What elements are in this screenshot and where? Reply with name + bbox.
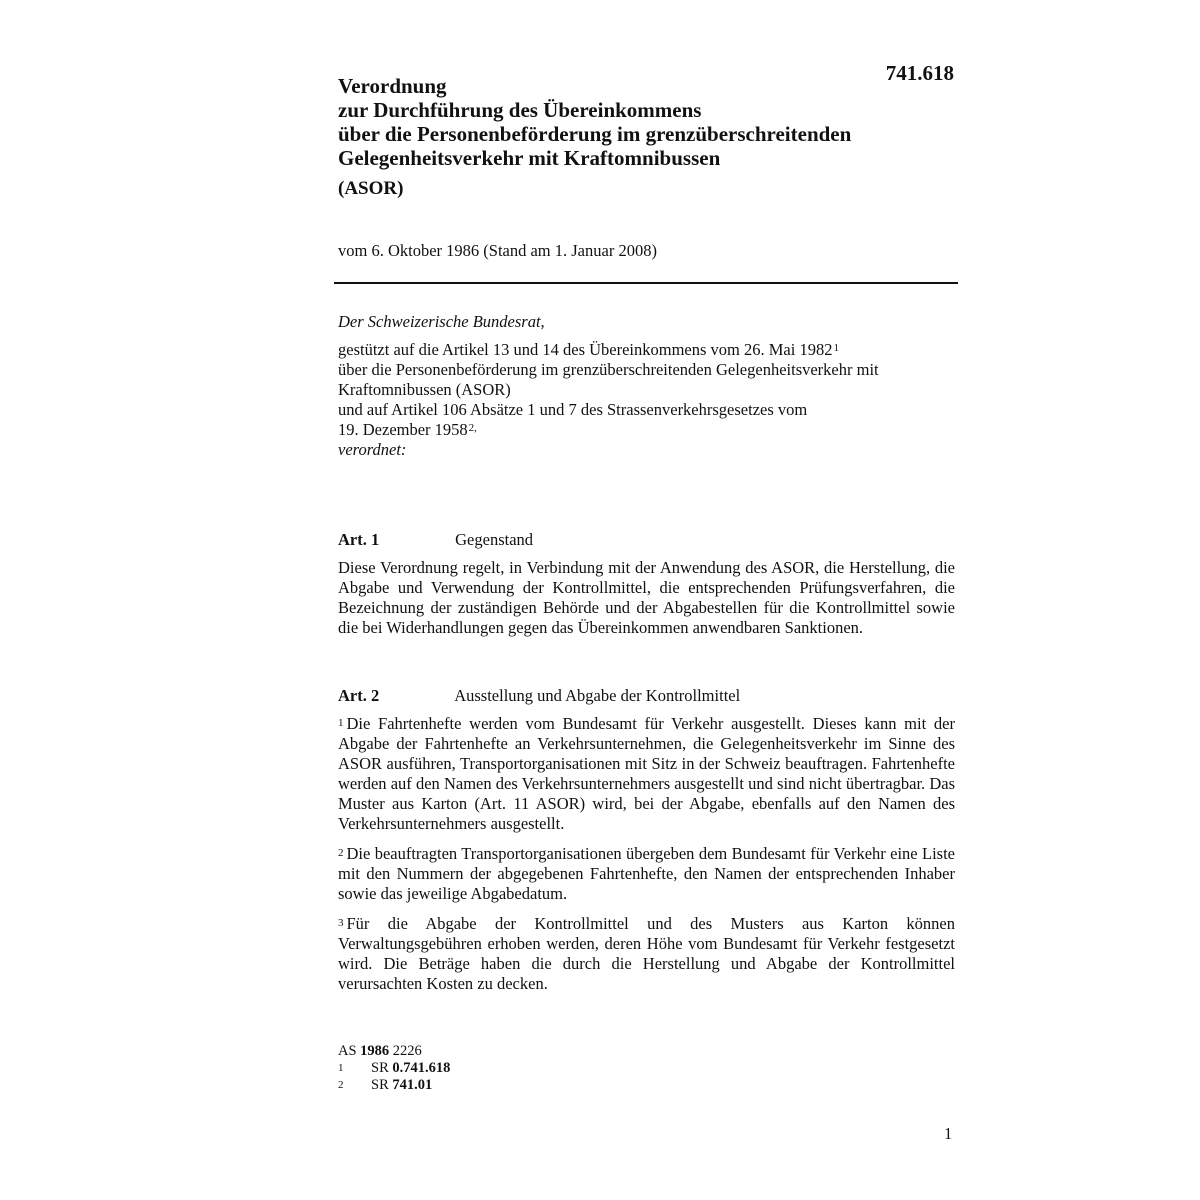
footnote-prefix: SR	[371, 1077, 389, 1093]
preamble-basis-line: über die Personenbeförderung im grenzüberschreitenden Gelegenheitsverkehr mit	[338, 360, 879, 379]
article-label: Art. 2	[338, 686, 380, 705]
title-line: über die Personenbeförderung im grenzüberschreitenden	[338, 122, 852, 146]
preamble-basis-line	[338, 420, 958, 440]
sr-number: 741.618	[885, 61, 954, 85]
footnotes	[338, 1043, 450, 1094]
article-paragraph: Diese Verordnung regelt, in Verbindung mit der Anwendung des ASOR, die Herstellung, die Abgabe und Verwendung der Kontrollmittel, die entsprechenden Prüfungsverfahren, die Bezeichnung der zuständigen Behörde und der Abgabestellen für die Kontrollmittel sowie die bei Widerhandlungen gegen das Übereinkommen anwendbaren Sanktionen.	[338, 558, 955, 637]
footnote-ref[interactable]: 1	[833, 342, 839, 354]
article-paragraph	[338, 714, 955, 834]
footnote-ref-number[interactable]: 0.741.618	[392, 1060, 451, 1076]
article-label: Art. 1	[338, 530, 380, 549]
preamble-basis-line: und auf Artikel 106 Absätze 1 und 7 des Strassenverkehrsgesetzes vom	[338, 400, 808, 419]
paragraph-text: Für die Abgabe der Kontrollmittel und des Musters aus Karton können Verwaltungsgebühren erhoben werden, deren Höhe vom Bundesamt für Verkehr festgesetzt wird. Die Beträge haben die durch die Herstellung und Abgabe der Kontrollmittel verursachten Kosten zu decken.	[338, 914, 955, 993]
as-prefix: AS	[338, 1043, 357, 1059]
title-line: zur Durchführung des Übereinkommens	[338, 98, 702, 122]
paragraph-text: Die Fahrtenhefte werden vom Bundesamt für Verkehr ausgestellt. Dieses kann mit der Abgabe der Fahrtenhefte an Verkehrsunternehmen, die Gelegenheitsverkehr im Sinne des ASOR ausführen, Transportorganisationen mit Sitz in der Schweiz beauftragen. Fahrtenhefte werden auf den Namen des Verkehrsunternehmers ausgestellt und sind nicht übertragbar. Das Muster aus Karton (Art. 11 ASOR) wird, bei der Abgabe, ebenfalls auf den Namen des Verkehrsunternehmers ausgestellt.	[338, 714, 955, 833]
page-number: 1	[944, 1124, 953, 1143]
title-abbreviation: (ASOR)	[338, 178, 404, 199]
article-body	[338, 558, 955, 638]
date-line: vom 6. Oktober 1986 (Stand am 1. Januar 2008)	[338, 241, 657, 260]
paragraph-text: Die beauftragten Transportorganisationen übergeben dem Bundesamt für Verkehr eine Liste mit den Nummern der abgegebenen Fahrtenhefte, den Namen der entsprechenden Inhaber sowie das jeweilige Abgabedatum.	[338, 844, 955, 903]
footnote	[338, 1077, 450, 1094]
article-2	[338, 686, 955, 994]
footnote-number: 1	[338, 1062, 344, 1074]
article-1	[338, 530, 955, 638]
document-title	[338, 74, 958, 201]
article-title: Ausstellung und Abgabe der Kontrollmittel	[454, 686, 741, 705]
title-line: Gelegenheitsverkehr mit Kraftomnibussen	[338, 146, 721, 170]
paragraph-number: 1	[338, 717, 344, 729]
preamble-basis-line: Kraftomnibussen (ASOR)	[338, 380, 511, 399]
header-divider	[334, 282, 958, 284]
footnote-number: 2	[338, 1079, 344, 1091]
as-year: 1986	[360, 1043, 390, 1059]
footnote-prefix: SR	[371, 1060, 389, 1076]
article-title: Gegenstand	[455, 530, 534, 549]
article-body	[338, 714, 955, 994]
preamble-basis-text: 19. Dezember 1958	[338, 420, 468, 439]
footnote-ref[interactable]: 2,	[468, 422, 477, 434]
preamble-authority: Der Schweizerische Bundesrat,	[338, 312, 545, 331]
article-heading	[338, 686, 955, 706]
preamble-enacting: verordnet:	[338, 440, 407, 459]
article-paragraph	[338, 844, 955, 904]
title-line: Verordnung	[338, 74, 447, 98]
preamble-basis-line	[338, 340, 958, 360]
paragraph-number: 3	[338, 917, 344, 929]
article-paragraph	[338, 914, 955, 994]
footnote-ref-number[interactable]: 741.01	[392, 1077, 433, 1093]
preamble-basis-text: gestützt auf die Artikel 13 und 14 des Übereinkommens vom 26. Mai 1982	[338, 340, 833, 359]
as-page: 2226	[392, 1043, 422, 1059]
paragraph-number: 2	[338, 847, 344, 859]
official-compilation-ref	[338, 1043, 450, 1060]
preamble	[338, 312, 958, 460]
article-heading	[338, 530, 955, 550]
footnote	[338, 1060, 450, 1077]
